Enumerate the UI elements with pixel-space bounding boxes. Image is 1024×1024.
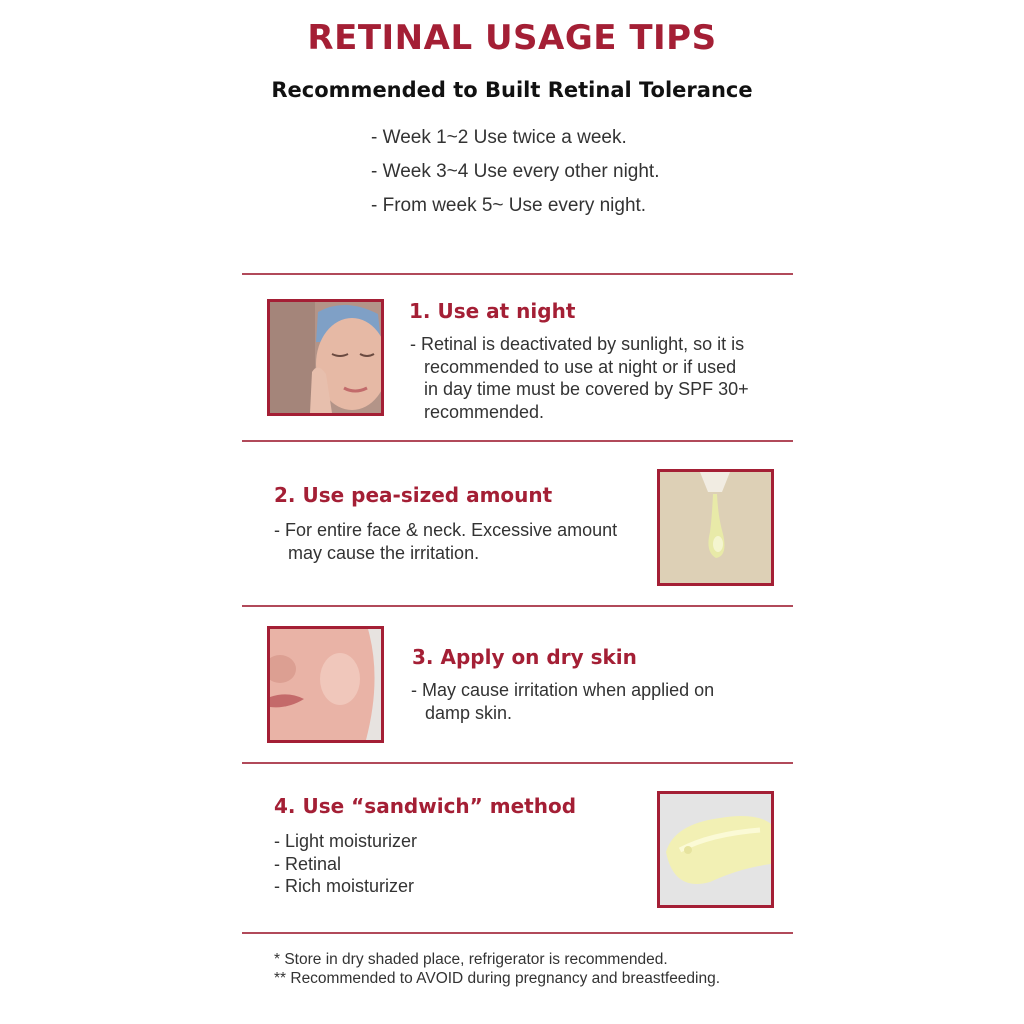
storage-note: * Store in dry shaded place, refrigerator is recommended. [274, 951, 668, 968]
pea-drop-photo [657, 469, 774, 586]
divider [242, 932, 793, 934]
serum-drop-image [660, 472, 771, 583]
tip-1-line: recommended to use at night or if used [424, 356, 737, 377]
schedule-item-week-5: - From week 5~ Use every night. [371, 195, 647, 216]
tip-1-line: in day time must be covered by SPF 30+ [424, 379, 749, 399]
tip-1-line: recommended. [424, 401, 545, 422]
cheek-closeup-image [270, 629, 381, 740]
divider [242, 273, 793, 275]
pregnancy-warning-note: ** Recommended to AVOID during pregnancy and breastfeeding. [274, 970, 721, 987]
tip-4-line: - Light moisturizer [274, 831, 418, 851]
tip-4-description [274, 830, 634, 898]
tip-1-title: 1. Use at night [409, 299, 576, 323]
divider [242, 762, 793, 764]
schedule-item-week-3-4: - Week 3~4 Use every other night. [371, 161, 660, 182]
tip-1-description [410, 333, 780, 423]
tip-2-description [274, 519, 654, 564]
tip-2-line: may cause the irritation. [288, 542, 480, 563]
dry-skin-photo [267, 626, 384, 743]
tip-4-line: - Rich moisturizer [274, 876, 415, 896]
night-face-photo [267, 299, 384, 416]
schedule-item-week-1-2: - Week 1~2 Use twice a week. [371, 127, 627, 148]
tip-4-title: 4. Use “sandwich” method [274, 794, 577, 818]
page-title: RETINAL USAGE TIPS [307, 18, 717, 58]
tip-2-line: - For entire face & neck. Excessive amount [274, 520, 618, 540]
tip-1-line: - Retinal is deactivated by sunlight, so it is [410, 334, 745, 354]
page-subtitle: Recommended to Built Retinal Tolerance [271, 78, 753, 102]
divider [242, 605, 793, 607]
cream-swatch-photo [657, 791, 774, 908]
tip-3-line: - May cause irritation when applied on [411, 680, 715, 700]
tip-2-title: 2. Use pea-sized amount [274, 483, 553, 507]
woman-face-eyes-closed-image [270, 302, 381, 413]
divider [242, 440, 793, 442]
cream-swatch-image [660, 794, 771, 905]
tip-3-title: 3. Apply on dry skin [412, 645, 637, 669]
tip-3-description [411, 679, 781, 724]
tip-3-line: damp skin. [425, 702, 513, 723]
tip-4-line: - Retinal [274, 853, 342, 874]
